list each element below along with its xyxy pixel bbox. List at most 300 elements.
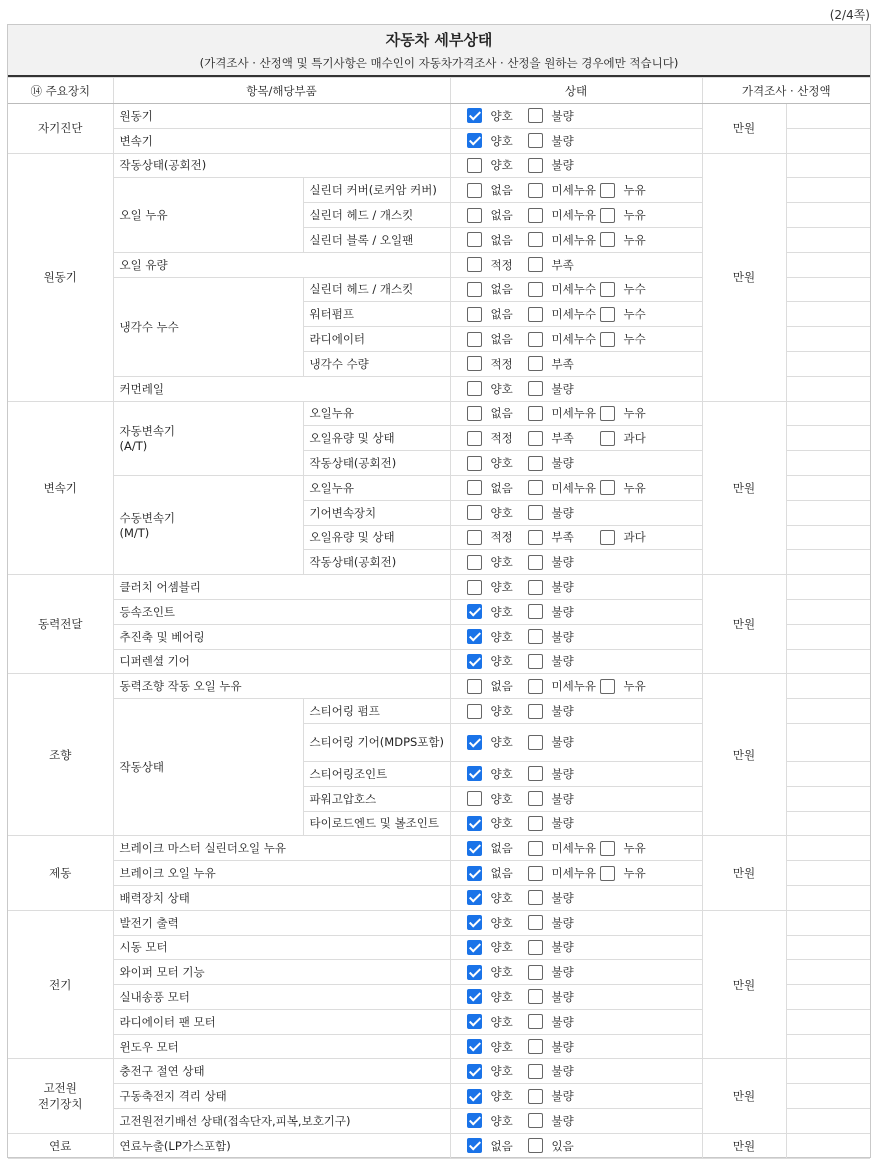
status-option[interactable] xyxy=(467,405,528,421)
checkbox[interactable] xyxy=(528,108,543,123)
status-option[interactable] xyxy=(528,232,600,248)
checkbox[interactable] xyxy=(528,332,543,347)
status-option[interactable] xyxy=(467,604,528,620)
status-option-label: 불량 xyxy=(551,1089,574,1104)
price-input-cell[interactable] xyxy=(786,1009,870,1034)
status-option[interactable] xyxy=(600,331,652,347)
status-option[interactable] xyxy=(600,306,652,322)
table-row xyxy=(8,104,870,129)
device-category xyxy=(8,674,113,836)
checkbox[interactable] xyxy=(600,679,615,694)
checkbox[interactable] xyxy=(528,1014,543,1029)
status-option[interactable] xyxy=(467,108,528,124)
status-option[interactable] xyxy=(467,915,528,931)
status-option[interactable] xyxy=(467,579,528,595)
checkbox[interactable] xyxy=(528,183,543,198)
checkbox[interactable] xyxy=(600,480,615,495)
status-option[interactable] xyxy=(467,480,528,496)
checkbox[interactable] xyxy=(467,158,482,173)
price-input-cell[interactable] xyxy=(786,786,870,811)
item-label-line: (M/T) xyxy=(119,526,150,541)
status-option[interactable] xyxy=(528,381,600,397)
status-options xyxy=(450,1133,702,1158)
status-option-label: 누유 xyxy=(623,183,646,198)
price-input-cell[interactable] xyxy=(786,302,870,327)
status-option[interactable] xyxy=(528,865,600,881)
price-input-cell[interactable] xyxy=(786,935,870,960)
table-row xyxy=(8,153,870,178)
checked-checkbox[interactable] xyxy=(467,915,482,930)
price-input-cell[interactable] xyxy=(786,836,870,861)
checkbox[interactable] xyxy=(467,431,482,446)
price-input-cell[interactable] xyxy=(786,674,870,699)
status-option[interactable] xyxy=(528,989,600,1005)
status-option[interactable] xyxy=(467,1014,528,1030)
device-category xyxy=(8,104,113,154)
status-option[interactable] xyxy=(467,207,528,223)
status-option[interactable] xyxy=(528,840,600,856)
table-row xyxy=(8,401,870,426)
price-input-cell[interactable] xyxy=(786,327,870,352)
price-input-cell[interactable] xyxy=(786,885,870,910)
vehicle-detail-table xyxy=(8,77,870,1159)
price-input-cell[interactable] xyxy=(786,985,870,1010)
status-option[interactable] xyxy=(467,281,528,297)
checkbox[interactable] xyxy=(467,679,482,694)
header-status: 상태 xyxy=(450,78,702,104)
checked-checkbox[interactable] xyxy=(467,841,482,856)
status-options xyxy=(450,910,702,935)
status-option-label: 불량 xyxy=(551,654,574,669)
status-option-label: 양호 xyxy=(490,133,513,148)
sub-item-label: 스티어링조인트 xyxy=(303,761,450,786)
status-option[interactable] xyxy=(528,1039,600,1055)
status-option[interactable] xyxy=(600,281,652,297)
status-option-label: 미세누유 xyxy=(551,232,596,247)
status-options xyxy=(450,1034,702,1059)
device-category xyxy=(8,836,113,910)
table-header-row xyxy=(8,78,870,104)
status-option[interactable] xyxy=(600,430,652,446)
form-frame xyxy=(7,24,871,1158)
checkbox[interactable] xyxy=(528,1039,543,1054)
checkbox[interactable] xyxy=(467,307,482,322)
status-option-label: 부족 xyxy=(551,530,574,545)
price-input-cell[interactable] xyxy=(786,401,870,426)
checked-checkbox[interactable] xyxy=(467,1064,482,1079)
status-option[interactable] xyxy=(528,604,600,620)
status-option[interactable] xyxy=(528,157,600,173)
status-option[interactable] xyxy=(467,1039,528,1055)
status-options xyxy=(450,624,702,649)
checkbox[interactable] xyxy=(600,406,615,421)
price-input-cell[interactable] xyxy=(786,1034,870,1059)
sub-item-label: 오일유량 및 상태 xyxy=(303,426,450,451)
checkbox[interactable] xyxy=(467,332,482,347)
price-input-cell[interactable] xyxy=(786,550,870,575)
checkbox[interactable] xyxy=(528,654,543,669)
checked-checkbox[interactable] xyxy=(467,1138,482,1153)
status-option[interactable] xyxy=(467,629,528,645)
status-option[interactable] xyxy=(528,653,600,669)
status-option[interactable] xyxy=(467,734,528,750)
status-option[interactable] xyxy=(467,989,528,1005)
status-option[interactable] xyxy=(467,890,528,906)
status-option[interactable] xyxy=(467,703,528,719)
checkbox[interactable] xyxy=(467,406,482,421)
checkbox[interactable] xyxy=(528,841,543,856)
status-option[interactable] xyxy=(600,405,652,421)
status-option-label: 양호 xyxy=(490,965,513,980)
status-option[interactable] xyxy=(467,331,528,347)
sub-item-label: 실린더 헤드 / 개스킷 xyxy=(303,277,450,302)
checkbox[interactable] xyxy=(528,431,543,446)
checked-checkbox[interactable] xyxy=(467,940,482,955)
price-input-cell[interactable] xyxy=(786,153,870,178)
checked-checkbox[interactable] xyxy=(467,1014,482,1029)
status-option[interactable] xyxy=(528,257,600,273)
price-input-cell[interactable] xyxy=(786,252,870,277)
checkbox[interactable] xyxy=(528,505,543,520)
checkbox[interactable] xyxy=(600,183,615,198)
status-option-label: 미세누수 xyxy=(551,332,596,347)
status-option-label: 미세누유 xyxy=(551,480,596,495)
status-option[interactable] xyxy=(528,306,600,322)
status-option[interactable] xyxy=(467,766,528,782)
checked-checkbox[interactable] xyxy=(467,654,482,669)
price-input-cell[interactable] xyxy=(786,649,870,674)
checkbox[interactable] xyxy=(528,406,543,421)
checkbox[interactable] xyxy=(600,307,615,322)
checkbox[interactable] xyxy=(528,133,543,148)
checked-checkbox[interactable] xyxy=(467,989,482,1004)
table-body xyxy=(8,104,870,1159)
status-option[interactable] xyxy=(600,865,652,881)
price-unit: 만원 xyxy=(702,674,786,836)
status-option[interactable] xyxy=(528,281,600,297)
price-input-cell[interactable] xyxy=(786,376,870,401)
status-option-label: 불량 xyxy=(551,816,574,831)
checked-checkbox[interactable] xyxy=(467,866,482,881)
status-option[interactable] xyxy=(528,734,600,750)
price-input-cell[interactable] xyxy=(786,203,870,228)
checkbox[interactable] xyxy=(467,456,482,471)
checkbox[interactable] xyxy=(528,456,543,471)
checkbox[interactable] xyxy=(467,232,482,247)
device-category xyxy=(8,401,113,575)
checkbox[interactable] xyxy=(528,629,543,644)
checkbox[interactable] xyxy=(467,381,482,396)
checkbox[interactable] xyxy=(467,580,482,595)
status-option[interactable] xyxy=(528,703,600,719)
status-option[interactable] xyxy=(467,133,528,149)
status-option[interactable] xyxy=(600,529,652,545)
checkbox[interactable] xyxy=(600,530,615,545)
status-option[interactable] xyxy=(528,791,600,807)
checkbox[interactable] xyxy=(528,704,543,719)
sub-item-label: 오일유량 및 상태 xyxy=(303,525,450,550)
price-input-cell[interactable] xyxy=(786,1084,870,1109)
checkbox[interactable] xyxy=(528,257,543,272)
item-label: 발전기 출력 xyxy=(113,910,450,935)
item-label: 구동축전지 격리 상태 xyxy=(113,1084,450,1109)
status-option-label: 없음 xyxy=(490,866,513,880)
status-options xyxy=(450,451,702,476)
checkbox[interactable] xyxy=(528,604,543,619)
checkbox[interactable] xyxy=(467,555,482,570)
status-option[interactable] xyxy=(467,157,528,173)
status-option[interactable] xyxy=(467,232,528,248)
checkbox[interactable] xyxy=(600,841,615,856)
checkbox[interactable] xyxy=(600,232,615,247)
status-option[interactable] xyxy=(528,629,600,645)
status-option[interactable] xyxy=(600,840,652,856)
price-input-cell[interactable] xyxy=(786,1059,870,1084)
table-row xyxy=(8,910,870,935)
checkbox[interactable] xyxy=(528,735,543,750)
checkbox[interactable] xyxy=(528,791,543,806)
price-input-cell[interactable] xyxy=(786,960,870,985)
status-option[interactable] xyxy=(528,505,600,521)
price-input-cell[interactable] xyxy=(786,500,870,525)
status-option-label: 양호 xyxy=(490,989,513,1004)
price-input-cell[interactable] xyxy=(786,723,870,761)
price-input-cell[interactable] xyxy=(786,475,870,500)
status-option[interactable] xyxy=(528,207,600,223)
checked-checkbox[interactable] xyxy=(467,1113,482,1128)
checkbox[interactable] xyxy=(467,282,482,297)
device-category xyxy=(8,1059,113,1133)
status-option[interactable] xyxy=(467,1063,528,1079)
status-option-label: 불량 xyxy=(551,940,574,955)
checkbox[interactable] xyxy=(528,816,543,831)
price-input-cell[interactable] xyxy=(786,178,870,203)
checkbox[interactable] xyxy=(528,1138,543,1153)
status-option[interactable] xyxy=(528,182,600,198)
status-option[interactable] xyxy=(600,232,652,248)
status-option[interactable] xyxy=(528,579,600,595)
status-option[interactable] xyxy=(528,1063,600,1079)
checkbox[interactable] xyxy=(528,1064,543,1079)
checkbox[interactable] xyxy=(467,480,482,495)
status-option[interactable] xyxy=(528,455,600,471)
status-option[interactable] xyxy=(528,939,600,955)
checkbox[interactable] xyxy=(600,282,615,297)
status-option-label: 양호 xyxy=(490,580,513,595)
status-option[interactable] xyxy=(467,791,528,807)
status-option[interactable] xyxy=(528,430,600,446)
checkbox[interactable] xyxy=(467,791,482,806)
status-options xyxy=(450,674,702,699)
checkbox[interactable] xyxy=(528,158,543,173)
checkbox[interactable] xyxy=(600,332,615,347)
item-label-line: 작동상태 xyxy=(119,760,164,775)
status-option-label: 불량 xyxy=(551,1113,574,1128)
checkbox[interactable] xyxy=(467,530,482,545)
checkbox[interactable] xyxy=(467,183,482,198)
checkbox[interactable] xyxy=(600,208,615,223)
status-option[interactable] xyxy=(600,182,652,198)
price-input-cell[interactable] xyxy=(786,351,870,376)
status-option[interactable] xyxy=(528,1138,600,1154)
status-option[interactable] xyxy=(528,108,600,124)
price-input-cell[interactable] xyxy=(786,624,870,649)
status-option-label: 부족 xyxy=(551,431,574,446)
status-option[interactable] xyxy=(467,529,528,545)
status-option[interactable] xyxy=(528,915,600,931)
status-option[interactable] xyxy=(528,405,600,421)
checkbox[interactable] xyxy=(528,866,543,881)
price-input-cell[interactable] xyxy=(786,104,870,129)
checked-checkbox[interactable] xyxy=(467,890,482,905)
item-label: 고전원전기배선 상태(접속단자,피복,보호기구) xyxy=(113,1109,450,1134)
checkbox[interactable] xyxy=(528,890,543,905)
price-input-cell[interactable] xyxy=(786,699,870,724)
status-option[interactable] xyxy=(528,1113,600,1129)
status-option[interactable] xyxy=(467,939,528,955)
checkbox[interactable] xyxy=(467,356,482,371)
status-option[interactable] xyxy=(467,815,528,831)
status-option-label: 양호 xyxy=(490,456,513,471)
status-option[interactable] xyxy=(528,554,600,570)
item-label: 윈도우 모터 xyxy=(113,1034,450,1059)
status-option[interactable] xyxy=(467,1113,528,1129)
checkbox[interactable] xyxy=(528,480,543,495)
price-input-cell[interactable] xyxy=(786,910,870,935)
checkbox[interactable] xyxy=(528,555,543,570)
checkbox[interactable] xyxy=(467,208,482,223)
checked-checkbox[interactable] xyxy=(467,816,482,831)
status-option[interactable] xyxy=(467,430,528,446)
checkbox[interactable] xyxy=(528,989,543,1004)
price-input-cell[interactable] xyxy=(786,811,870,836)
status-option[interactable] xyxy=(467,1138,528,1154)
status-option[interactable] xyxy=(528,356,600,372)
status-option[interactable] xyxy=(528,1014,600,1030)
status-option[interactable] xyxy=(600,480,652,496)
status-option-label: 누유 xyxy=(623,406,646,421)
price-input-cell[interactable] xyxy=(786,575,870,600)
price-input-cell[interactable] xyxy=(786,761,870,786)
item-label: 와이퍼 모터 기능 xyxy=(113,960,450,985)
status-option[interactable] xyxy=(528,480,600,496)
checkbox[interactable] xyxy=(600,431,615,446)
status-option[interactable] xyxy=(528,815,600,831)
checkbox[interactable] xyxy=(528,530,543,545)
status-option[interactable] xyxy=(467,505,528,521)
status-option[interactable] xyxy=(467,381,528,397)
price-input-cell[interactable] xyxy=(786,1109,870,1134)
price-input-cell[interactable] xyxy=(786,227,870,252)
checkbox[interactable] xyxy=(528,307,543,322)
status-option-label: 미세누유 xyxy=(551,841,596,856)
checked-checkbox[interactable] xyxy=(467,735,482,750)
checkbox[interactable] xyxy=(528,1089,543,1104)
checkbox[interactable] xyxy=(528,766,543,781)
price-input-cell[interactable] xyxy=(786,861,870,886)
checkbox[interactable] xyxy=(467,505,482,520)
item-label-line: 자동변속기 xyxy=(119,424,176,439)
checked-checkbox[interactable] xyxy=(467,766,482,781)
checkbox[interactable] xyxy=(528,356,543,371)
item-label: 라디에이터 팬 모터 xyxy=(113,1009,450,1034)
status-option-label: 불량 xyxy=(551,629,574,644)
status-option[interactable] xyxy=(528,678,600,694)
price-unit: 만원 xyxy=(702,401,786,575)
checkbox[interactable] xyxy=(528,208,543,223)
checkbox[interactable] xyxy=(600,866,615,881)
checked-checkbox[interactable] xyxy=(467,604,482,619)
status-option[interactable] xyxy=(600,207,652,223)
status-option-label: 없음 xyxy=(490,232,513,247)
status-option[interactable] xyxy=(467,964,528,980)
checkbox[interactable] xyxy=(528,381,543,396)
checkbox[interactable] xyxy=(528,915,543,930)
status-option[interactable] xyxy=(467,865,528,881)
status-option[interactable] xyxy=(467,182,528,198)
checkbox[interactable] xyxy=(528,965,543,980)
status-option[interactable] xyxy=(467,840,528,856)
checked-checkbox[interactable] xyxy=(467,1089,482,1104)
sub-item-label: 실린더 블록 / 오일팬 xyxy=(303,227,450,252)
status-option-label: 누유 xyxy=(623,480,646,495)
status-option[interactable] xyxy=(467,455,528,471)
status-option[interactable] xyxy=(528,766,600,782)
status-option[interactable] xyxy=(528,529,600,545)
status-option-label: 불량 xyxy=(551,1064,574,1079)
checkbox[interactable] xyxy=(467,257,482,272)
checked-checkbox[interactable] xyxy=(467,133,482,148)
status-option[interactable] xyxy=(467,678,528,694)
checkbox[interactable] xyxy=(528,679,543,694)
status-option[interactable] xyxy=(467,554,528,570)
checked-checkbox[interactable] xyxy=(467,629,482,644)
status-option-label: 양호 xyxy=(490,1113,513,1128)
checked-checkbox[interactable] xyxy=(467,965,482,980)
status-option[interactable] xyxy=(600,678,652,694)
checkbox[interactable] xyxy=(528,282,543,297)
status-option[interactable] xyxy=(528,964,600,980)
price-input-cell[interactable] xyxy=(786,525,870,550)
sub-item-label: 라디에이터 xyxy=(303,327,450,352)
checkbox[interactable] xyxy=(528,580,543,595)
status-option[interactable] xyxy=(528,1088,600,1104)
item-label-line: 수동변속기 xyxy=(119,511,176,526)
status-option[interactable] xyxy=(467,257,528,273)
price-input-cell[interactable] xyxy=(786,451,870,476)
checkbox[interactable] xyxy=(467,704,482,719)
status-option[interactable] xyxy=(528,133,600,149)
sub-item-label: 파워고압호스 xyxy=(303,786,450,811)
status-option[interactable] xyxy=(528,890,600,906)
price-input-cell[interactable] xyxy=(786,277,870,302)
checkbox[interactable] xyxy=(528,232,543,247)
checked-checkbox[interactable] xyxy=(467,1039,482,1054)
status-option[interactable] xyxy=(528,331,600,347)
checkbox[interactable] xyxy=(528,940,543,955)
status-option[interactable] xyxy=(467,1088,528,1104)
price-input-cell[interactable] xyxy=(786,128,870,153)
price-input-cell[interactable] xyxy=(786,599,870,624)
status-option-label: 미세누유 xyxy=(551,183,596,198)
status-option[interactable] xyxy=(467,653,528,669)
status-option[interactable] xyxy=(467,306,528,322)
price-input-cell[interactable] xyxy=(786,1133,870,1158)
status-option[interactable] xyxy=(467,356,528,372)
checkbox[interactable] xyxy=(528,1113,543,1128)
checked-checkbox[interactable] xyxy=(467,108,482,123)
price-input-cell[interactable] xyxy=(786,426,870,451)
